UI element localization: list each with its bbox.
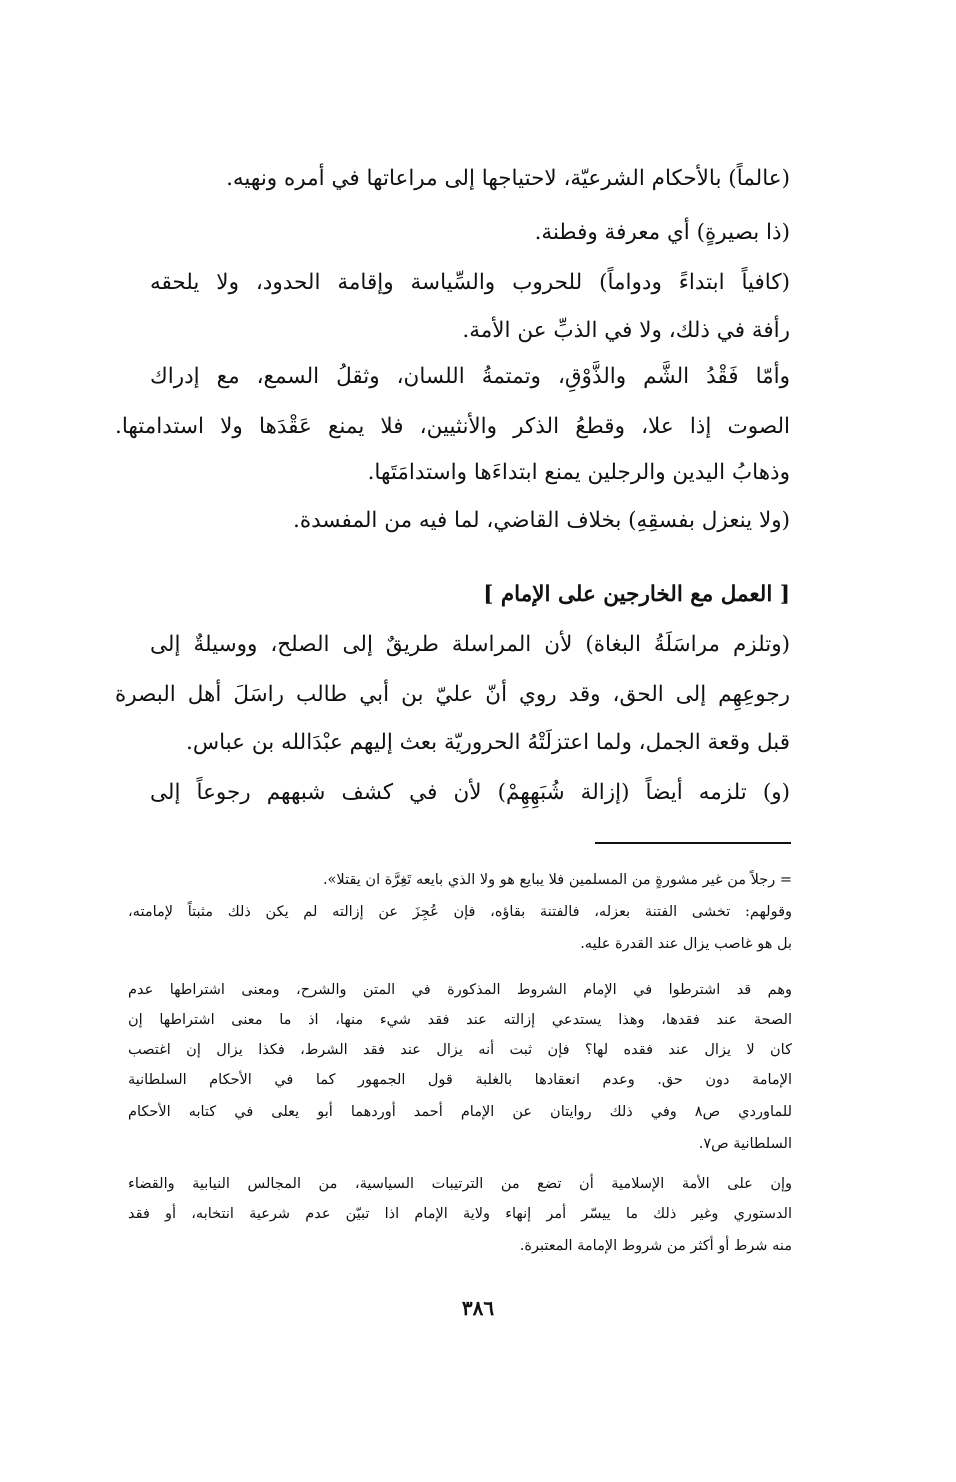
footnote-line: وهم قد اشترطوا في الإمام الشروط المذكورة في المتن والشرح، ومعنى اشتراطها عدم [128, 982, 792, 998]
footnote-line: السلطانية ص٧. [698, 1136, 792, 1152]
main-line: (كافياً ابتداءً ودواماً) للحروب والسِّياسة وإقامة الحدود، ولا يلحقه [150, 270, 790, 295]
footnote-line: الإمامة دون حق. وعدم انعقادها بالغلبة قول الجمهور كما في الأحكام السلطانية [128, 1072, 792, 1088]
page-number: ٣٨٦ [461, 1296, 495, 1320]
main-line: (ولا ينعزل بفسقِهِ) بخلاف القاضي، لما فيه من المفسدة. [292, 508, 790, 533]
section-line: قبل وقعة الجمل، ولما اعتزلَتْهُ الحروريّة بعث إليهم عبْدَالله بن عباس. [186, 730, 790, 755]
main-line: (ذا بصيرةٍ) أي معرفة وفطنة. [534, 220, 790, 245]
section-heading: [ العمل مع الخارجين على الإمام ] [483, 582, 790, 607]
section-line: (وتلزم مراسَلَةُ البغاة) لأن المراسلة طريقٌ إلى الصلح، ووسيلةٌ إلى [150, 632, 790, 657]
footnote-line: منه شرط أو أكثر من شروط الإمامة المعتبرة. [519, 1238, 792, 1254]
main-line: الصوت إذا علا، وقطعُ الذكر والأنثيين، فلا يمنع عَقْدَها ولا استدامتها. [115, 414, 790, 439]
main-line: رأفة في ذلك، ولا في الذبِّ عن الأمة. [462, 318, 790, 343]
footnote-line: الصحة عند فقدها، وهذا يستدعي إزالته عند فقد شيء منها، اذ ما معنى اشتراطها إن [128, 1012, 792, 1028]
footnote-line: وإن على الأمة الإسلامية أن تضع من الترتيبات السياسية، من المجالس النيابية والقضاء [128, 1176, 792, 1192]
footnote-line: = رجلاً من غير مشورةٍ من المسلمين فلا يبايع هو ولا الذي بايعه تَغِرَّة ان يقتلا». [322, 872, 792, 888]
footnote-line: وقولهم: تخشى الفتنة بعزله، فالفتنة بقاؤه، فإن عُجِزَ عن إزالته لم يكن ذلك مثبتاً لإمامته، [128, 904, 792, 920]
section-line: (و) تلزمه أيضاً (إزالة شُبَهِهِمْ) لأن في كشف شبههم رجوعاً إلى [150, 780, 790, 805]
footnote-line: للماوردي ص٨ وفي ذلك روايتان عن الإمام أحمد أوردهما أبو يعلى في كتابه الأحكام [128, 1104, 792, 1120]
footnote-line: بل هو غاصب يزال عند القدرة عليه. [580, 936, 792, 952]
footnote-line: كان لا يزال عند فقده لها؟ فإن ثبت أنه يزال عند فقد الشرط، فكذا يزال إن اغتصب [128, 1042, 792, 1058]
footnote-line: الدستوري وغير ذلك ما ييسّر أمر إنهاء ولاية الإمام اذا تبيّن عدم شرعية انتخابه، أو فقد [128, 1206, 792, 1222]
footnote-separator [595, 842, 791, 844]
main-line: (عالماً) بالأحكام الشرعيّة، لاحتياجها إلى مراعاتها في أمره ونهيه. [226, 166, 790, 191]
main-line: وأمّا فَقْدُ الشَّم والذَّوْقِ، وتمتمةُ اللسان، وثقلُ السمع، مع إدراك [150, 364, 790, 389]
section-line: رجوعِهِم إلى الحق، وقد روي أنّ عليّ بن أبي طالب راسَلَ أهل البصرة [115, 682, 790, 707]
main-line: وذهابُ اليدين والرجلين يمنع ابتداءَها واستدامَتَها. [367, 460, 790, 485]
